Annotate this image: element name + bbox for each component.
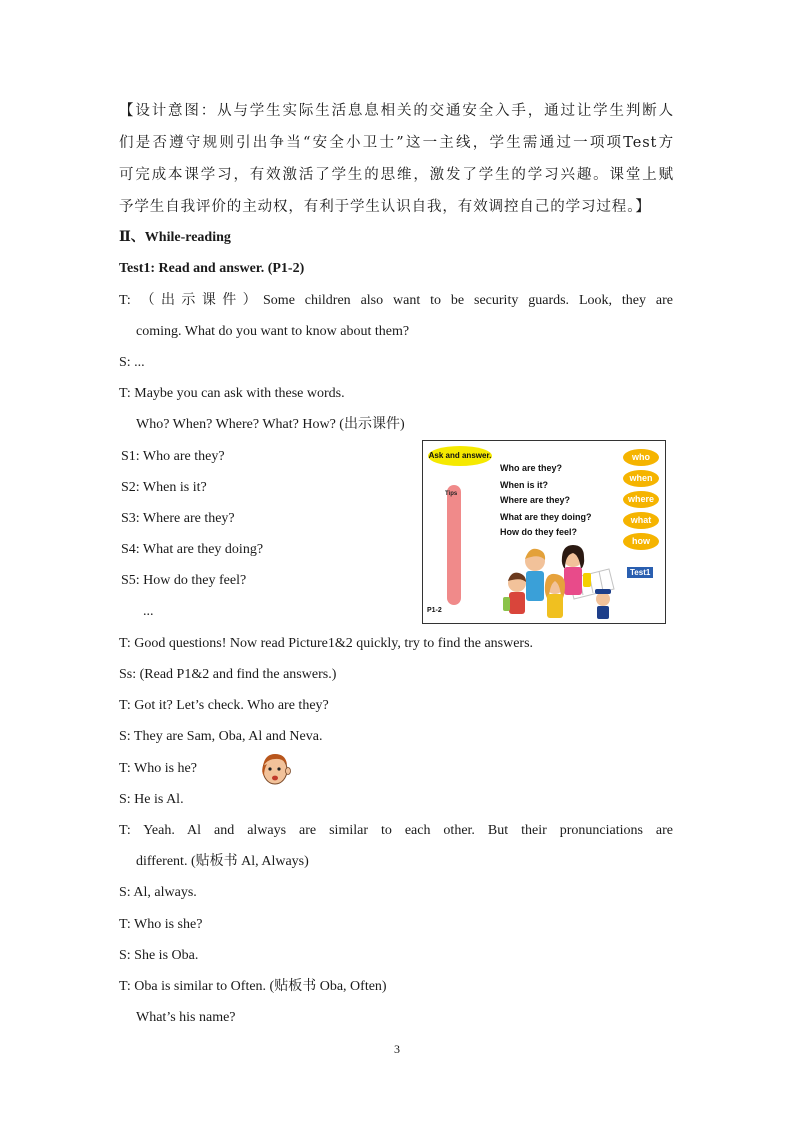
dialogue-line: S3: Where are they?	[121, 511, 235, 526]
dialogue-line: S: They are Sam, Oba, Al and Neva.	[119, 729, 323, 744]
dialogue-line: What’s his name?	[136, 1010, 236, 1025]
wh-word-badge: what	[623, 512, 659, 529]
dialogue-line: S1: Who are they?	[121, 449, 225, 464]
dialogue-line: ...	[143, 604, 154, 619]
dialogue-line: coming. What do you want to know about them?	[136, 324, 410, 339]
dialogue-line: T: Yeah. Al and always are similar to each other. But their pronunciations are	[119, 823, 673, 838]
wh-word-badge: who	[623, 449, 659, 466]
dialogue-line: T: Oba is similar to Often. (贴板书 Oba, Often)	[119, 979, 387, 994]
slide-question: How do they feel?	[500, 527, 578, 537]
dialogue-line: S2: When is it?	[121, 480, 207, 495]
wh-word-badge: where	[623, 491, 659, 508]
test1-sign: Test1	[627, 567, 653, 578]
wh-word-badge: how	[623, 533, 659, 550]
dialogue-line: S: He is Al.	[119, 792, 184, 807]
design-intent-line-4: 予学生自我评价的主动权，有利于学生认识自我，有效调控自己的学习过程。】	[119, 199, 651, 215]
design-intent-line-1: 【设计意图：从与学生实际生活息息相关的交通安全入手，通过让学生判断人	[119, 103, 674, 119]
tips-label: Tips	[445, 491, 458, 497]
slide-title: Ask and answer.	[428, 446, 492, 466]
slide-question: Who are they?	[500, 463, 563, 473]
dialogue-line: T: Maybe you can ask with these words.	[119, 386, 345, 401]
slide-page-label: P1-2	[427, 607, 442, 614]
dialogue-line: T: Who is she?	[119, 917, 203, 932]
dialogue-line: T: （出示课件）Some children also want to be security guards. Look, they are	[119, 293, 673, 308]
slide-question: Where are they?	[500, 495, 571, 505]
wh-word-badge: when	[623, 470, 659, 487]
dialogue-line: Who? When? Where? What? How? (出示课件)	[136, 417, 405, 432]
dialogue-line: S: She is Oba.	[119, 948, 199, 963]
dialogue-line: T: Who is he?	[119, 761, 197, 776]
design-intent-line-3: 可完成本课学习，有效激活了学生的思维，激发了学生的学习兴趣。课堂上赋	[119, 167, 674, 183]
dialogue-line: different. (贴板书 Al, Always)	[136, 854, 309, 869]
dialogue-line: S5: How do they feel?	[121, 573, 247, 588]
slide-ask-and-answer	[422, 440, 666, 624]
dialogue-line: Ss: (Read P1&2 and find the answers.)	[119, 667, 337, 682]
boy-al-illustration	[259, 750, 291, 788]
dialogue-line: S4: What are they doing?	[121, 542, 264, 557]
slide-question: What are they doing?	[500, 512, 592, 522]
dialogue-line: S: ...	[119, 355, 145, 370]
dialogue-line: T: Got it? Let’s check. Who are they?	[119, 698, 329, 713]
test-heading: Test1: Read and answer. (P1-2)	[119, 261, 305, 276]
section-heading: Ⅱ、While-reading	[119, 230, 231, 245]
children-illustration	[499, 539, 617, 621]
page-number: 3	[394, 1042, 400, 1056]
design-intent-line-2: 们是否遵守规则引出争当“安全小卫士”这一主线，学生需通过一项项Test方	[119, 135, 674, 151]
slide-question: When is it?	[500, 480, 548, 490]
tips-bar	[447, 485, 461, 605]
dialogue-line: T: Good questions! Now read Picture1&2 quickly, try to find the answers.	[119, 636, 534, 651]
dialogue-line: S: Al, always.	[119, 885, 197, 900]
